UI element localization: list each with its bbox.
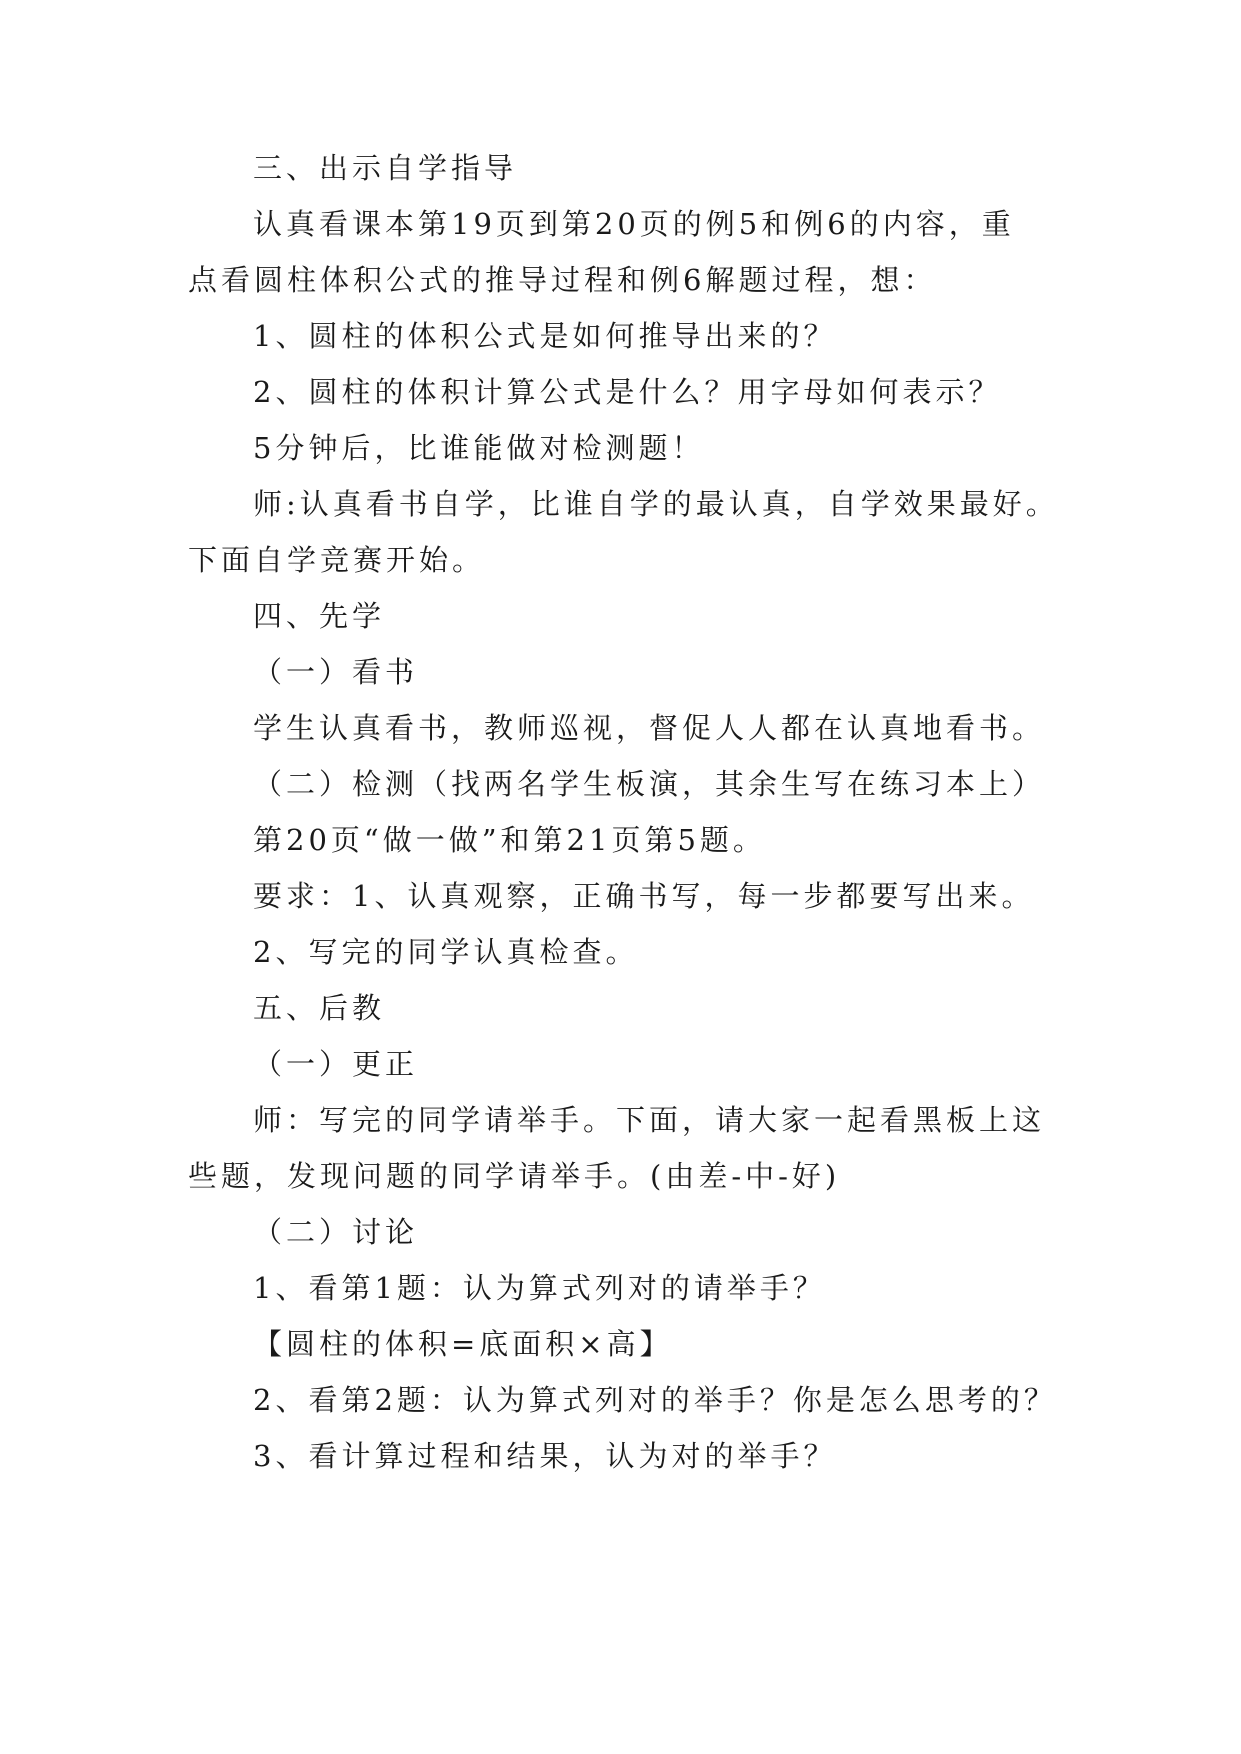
list-item: 3、看计算过程和结果，认为对的举手？ <box>253 1439 837 1473</box>
section-heading: 五、后教 <box>253 991 386 1025</box>
paragraph-line: 些题，发现问题的同学请举手。(由差-中-好) <box>188 1159 841 1193</box>
list-item: 1、看第1题：认为算式列对的请举手？ <box>253 1271 826 1305</box>
subsection-heading: （一）更正 <box>253 1047 419 1081</box>
paragraph-line: 认真看课本第19页到第20页的例5和例6的内容，重 <box>253 207 1015 241</box>
list-item: 2、看第2题：认为算式列对的举手？你是怎么思考的？ <box>253 1383 1057 1417</box>
subsection-heading: （二）讨论 <box>253 1215 419 1249</box>
paragraph-line: 5分钟后，比谁能做对检测题！ <box>253 431 705 465</box>
list-item: 2、写完的同学认真检查。 <box>253 935 639 969</box>
formula-note: 【圆柱的体积=底面积×高】 <box>253 1327 673 1361</box>
section-heading: 四、先学 <box>253 599 386 633</box>
subsection-heading: （二）检测（找两名学生板演，其余生写在练习本上） <box>253 767 1046 801</box>
paragraph-line: 要求：1、认真观察，正确书写，每一步都要写出来。 <box>253 879 1035 913</box>
paragraph-line: 点看圆柱体积公式的推导过程和例6解题过程，想： <box>188 263 937 297</box>
paragraph-line: 第20页“做一做”和第21页第5题。 <box>253 823 766 857</box>
section-heading: 三、出示自学指导 <box>253 151 518 185</box>
list-item: 1、圆柱的体积公式是如何推导出来的？ <box>253 319 837 353</box>
paragraph-line: 学生认真看书，教师巡视，督促人人都在认真地看书。 <box>253 711 1046 745</box>
subsection-heading: （一）看书 <box>253 655 419 689</box>
paragraph-line: 下面自学竞赛开始。 <box>188 543 486 577</box>
paragraph-line: 师：写完的同学请举手。下面，请大家一起看黑板上这 <box>253 1103 1046 1137</box>
paragraph-line: 师:认真看书自学，比谁自学的最认真，自学效果最好。 <box>253 487 1059 521</box>
list-item: 2、圆柱的体积计算公式是什么？用字母如何表示？ <box>253 375 1002 409</box>
